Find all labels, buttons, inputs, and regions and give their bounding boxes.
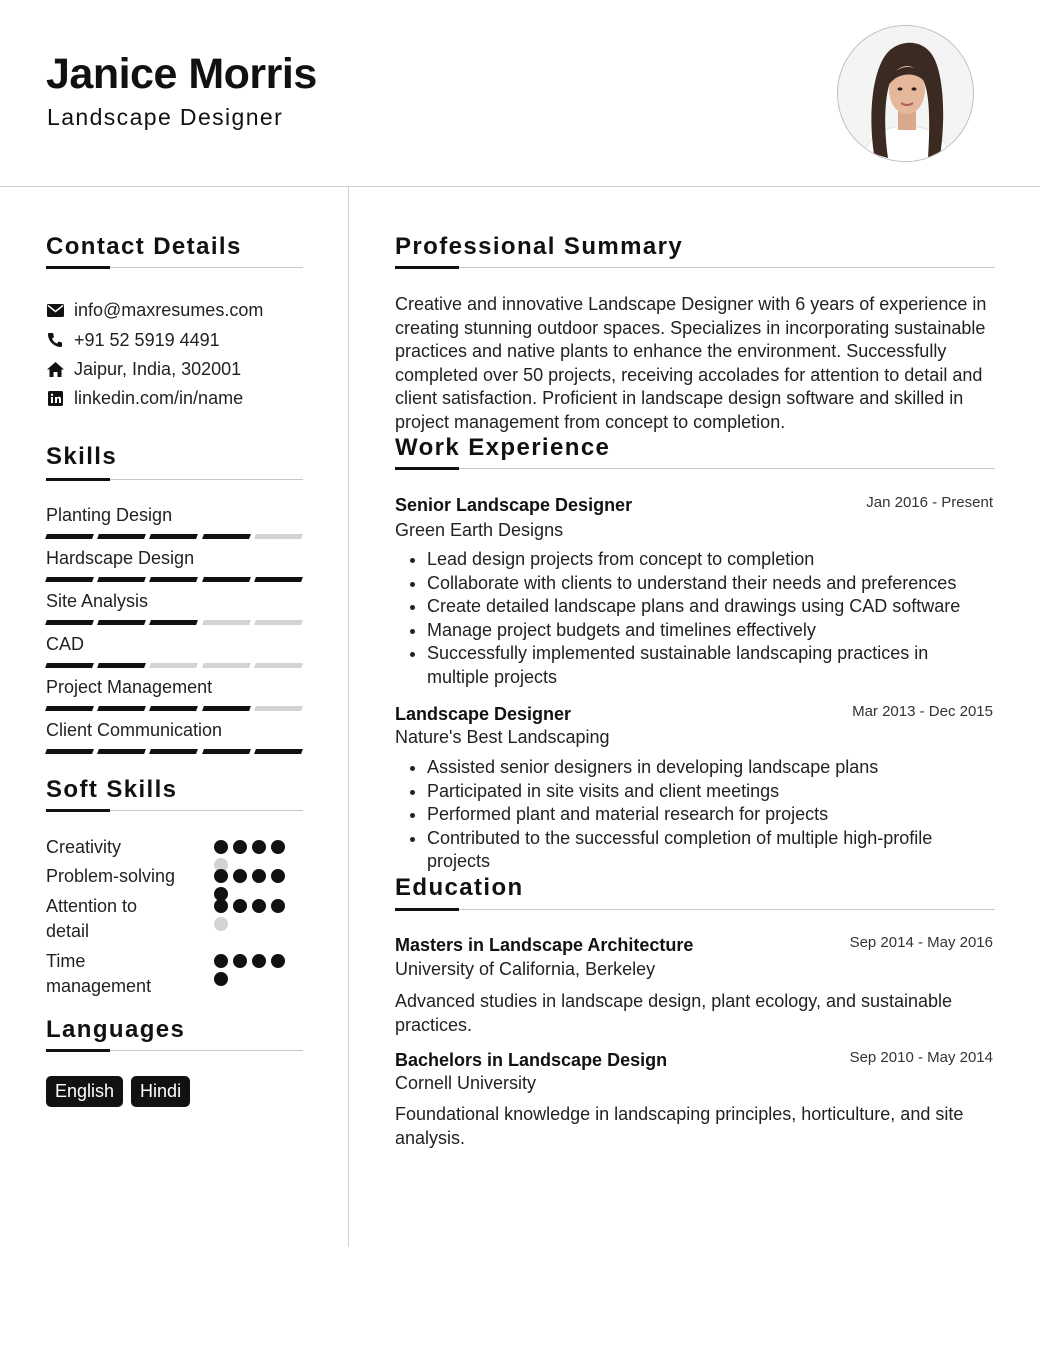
job-company: Nature's Best Landscaping [395,727,610,747]
degree-date: Sep 2014 - May 2016 [849,934,993,951]
rating-dot [214,954,228,968]
job-bullet: Collaborate with clients to understand their needs and preferences [395,572,995,596]
language-tag: Hindi [131,1076,190,1107]
rating-dot [252,899,266,913]
skill-level-segment [97,706,146,711]
candidate-title: Landscape Designer [47,104,284,130]
rating-dot [252,869,266,883]
job-bullet: Assisted senior designers in developing landscape plans [395,756,995,780]
soft-skills-heading: Soft Skills [46,776,178,803]
contact-location [46,358,241,380]
languages-list [46,1076,190,1107]
skills-heading: Skills [46,443,118,470]
soft-skill-rating [214,840,294,872]
linkedin-icon [46,389,64,407]
rating-dot [214,972,228,986]
skill-name: Site Analysis [46,591,149,611]
languages-accent [46,1049,110,1052]
linkedin-text: linkedin.com/in/name [74,387,244,408]
job-company: Green Earth Designs [395,520,564,540]
skill-name: Client Communication [46,720,223,740]
rating-dot [271,840,285,854]
contact-heading: Contact Details [46,233,242,260]
soft-skills-accent [46,809,110,812]
rating-dot [214,840,228,854]
skill-level-segment [202,749,251,754]
rating-dot [214,869,228,883]
skill-level-segment [97,577,146,582]
skill-level-segment [45,663,94,668]
skill-level-segment [254,663,303,668]
envelope-icon [46,301,64,319]
skill-level-segment [149,749,198,754]
rating-dot [271,899,285,913]
education-rule [395,909,995,910]
job-bullet: Participated in site visits and client meetings [395,780,995,804]
job-title: Senior Landscape Designer [395,495,633,515]
profile-photo [837,25,974,162]
school-name: University of California, Berkeley [395,959,656,979]
skill-level-segment [45,706,94,711]
skill-level-bar [46,749,302,754]
skill-name: Planting Design [46,505,173,525]
soft-skill-name: Creativity [46,837,122,857]
skill-level-segment [202,706,251,711]
rating-dot [271,869,285,883]
degree-title: Masters in Landscape Architecture [395,935,694,955]
skill-level-segment [254,749,303,754]
skill-level-segment [45,620,94,625]
job-date: Jan 2016 - Present [866,494,993,511]
skill-name: Project Management [46,677,213,697]
rating-dot [271,954,285,968]
skill-level-bar [46,620,302,625]
skills-accent [46,478,110,481]
skill-level-segment [149,706,198,711]
contact-phone[interactable] [46,329,220,351]
resume-header [0,0,1040,187]
job-bullets [395,548,995,689]
rating-dot [214,917,228,931]
experience-heading: Work Experience [395,434,611,461]
rating-dot [233,840,247,854]
skill-level-segment [254,706,303,711]
skill-level-segment [254,620,303,625]
job-bullets [395,756,995,874]
experience-rule [395,468,995,469]
job-bullet: Create detailed landscape plans and drawings using CAD software [395,595,995,619]
rating-dot [233,869,247,883]
skill-level-bar [46,534,302,539]
degree-description: Foundational knowledge in landscaping principles, horticulture, and site analysis. [395,1104,964,1148]
skill-level-segment [202,620,251,625]
contact-email[interactable] [46,299,263,321]
location-text: Jaipur, India, 302001 [74,358,242,379]
skill-name: Hardscape Design [46,548,195,568]
contact-accent [46,266,110,269]
column-divider [348,187,349,1247]
skill-name: CAD [46,634,85,654]
soft-skill-rating [214,954,294,986]
soft-skill-name: Attention to detail [46,896,138,941]
rating-dot [233,954,247,968]
job-bullet: Successfully implemented sustainable landscaping practices in multiple projects [395,642,995,689]
skill-level-segment [254,534,303,539]
skill-level-segment [202,577,251,582]
soft-skill-name: Problem-solving [46,866,176,886]
portrait-illustration [838,26,974,162]
skill-level-segment [45,577,94,582]
phone-icon [46,331,64,349]
summary-accent [395,266,459,269]
skill-level-segment [149,534,198,539]
job-bullet: Lead design projects from concept to completion [395,548,995,572]
job-title: Landscape Designer [395,704,572,724]
job-bullet: Performed plant and material research for projects [395,803,995,827]
phone-text: +91 52 5919 4491 [74,329,220,350]
skill-level-segment [149,577,198,582]
skill-level-segment [45,534,94,539]
skill-level-segment [97,620,146,625]
skill-level-segment [97,663,146,668]
school-name: Cornell University [395,1073,537,1093]
soft-skill-rating [214,899,294,931]
rating-dot [233,899,247,913]
home-icon [46,360,64,378]
summary-heading: Professional Summary [395,233,684,260]
skill-level-bar [46,706,302,711]
skill-level-segment [149,620,198,625]
job-date: Mar 2013 - Dec 2015 [852,703,993,720]
skill-level-segment [97,534,146,539]
languages-heading: Languages [46,1016,186,1043]
skill-level-segment [97,749,146,754]
soft-skill-name: Time management [46,951,152,996]
summary-rule [395,267,995,268]
summary-text: Creative and innovative Landscape Designer with 6 years of experience in creating stunning outdoor spaces. Specializes in incorporating sustainable practices and native plants to enhance the environment. Successfully completed over 50 projects, receiving accolades for attention to detail and client satisfaction. Proficient in landscape design software and skilled in project management from concept to completion. [395,294,987,432]
soft-skill-rating [214,869,294,901]
rating-dot [214,899,228,913]
skill-level-segment [45,749,94,754]
education-heading: Education [395,874,524,901]
skill-level-segment [149,663,198,668]
job-bullet: Contributed to the successful completion of multiple high-profile projects [395,827,995,874]
contact-linkedin[interactable] [46,387,243,409]
skill-level-bar [46,577,302,582]
education-accent [395,908,459,911]
skill-level-bar [46,663,302,668]
skill-level-segment [202,534,251,539]
degree-description: Advanced studies in landscape design, plant ecology, and sustainable practices. [395,991,953,1035]
degree-title: Bachelors in Landscape Design [395,1050,668,1070]
candidate-name: Janice Morris [46,50,317,98]
skill-level-segment [202,663,251,668]
email-text: info@maxresumes.com [74,299,264,320]
experience-accent [395,467,459,470]
rating-dot [252,954,266,968]
rating-dot [252,840,266,854]
skill-level-segment [254,577,303,582]
language-tag: English [46,1076,123,1107]
job-bullet: Manage project budgets and timelines effectively [395,619,995,643]
degree-date: Sep 2010 - May 2014 [849,1049,993,1066]
